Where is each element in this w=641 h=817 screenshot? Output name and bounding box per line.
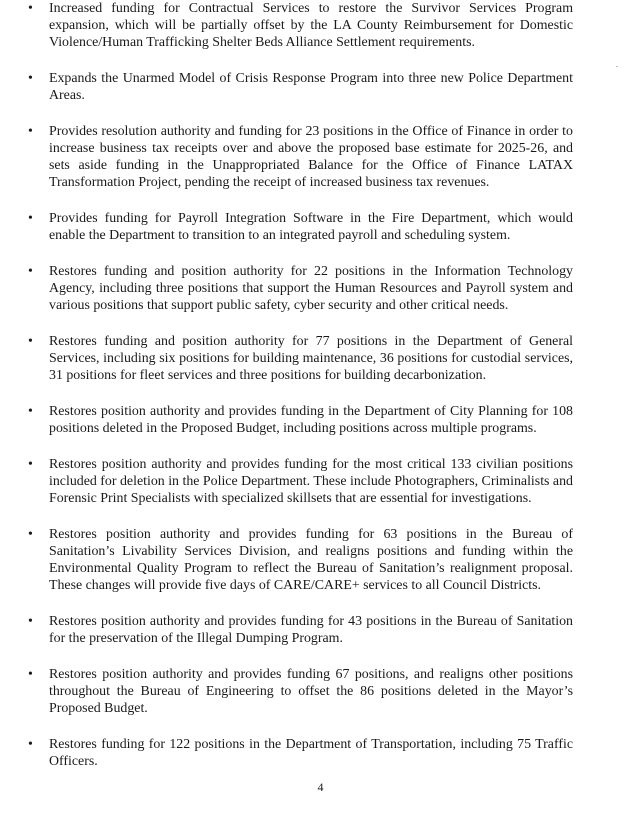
list-item-text: Restores funding and position authority for 77 positions in the Department of General Services, including six positions for building maintenance, 36 positions for custodial services, 31 positions for fleet services and three positions for building decarbonization. [49,334,573,383]
list-item [28,210,573,244]
list-item-text: Provides funding for Payroll Integration Software in the Fire Department, which would enable the Department to transition to an integrated payroll and scheduling system. [49,211,573,243]
bullet-icon: • [28,334,33,349]
bullet-icon: • [28,1,33,16]
bullet-list [28,0,573,789]
bullet-icon: • [28,614,33,629]
bullet-icon: • [28,737,33,752]
bullet-icon: • [28,124,33,139]
list-item-text: Restores funding and position authority for 22 positions in the Information Technology Agency, including three positions that support the Human Resources and Payroll system and various positions that support public safety, cyber security and other critical needs. [49,264,573,313]
list-item [28,613,573,647]
list-item-text: Restores position authority and provides funding for the most critical 133 civilian positions included for deletion in the Police Department. These include Photographers, Criminalists and Forensic Print Specialists with specialized skillsets that are essential for investigations. [49,457,573,506]
list-item-text: Expands the Unarmed Model of Crisis Response Program into three new Police Department Areas. [49,71,573,103]
list-item [28,0,573,51]
list-item-text: Restores position authority and provides funding in the Department of City Planning for 108 positions deleted in the Proposed Budget, including positions across multiple programs. [49,404,573,436]
list-item-text: Restores funding for 122 positions in the Department of Transportation, including 75 Traffic Officers. [49,737,573,769]
page-number: 4 [317,780,324,794]
list-item [28,403,573,437]
list-item [28,456,573,507]
list-item-text: Restores position authority and provides funding for 43 positions in the Bureau of Sanitation for the preservation of the Illegal Dumping Program. [49,614,573,646]
list-item-text: Restores position authority and provides funding 67 positions, and realigns other positions throughout the Bureau of Engineering to offset the 86 positions deleted in the Mayor’s Proposed Budget. [49,667,573,716]
list-item [28,263,573,314]
bullet-icon: • [28,457,33,472]
list-item [28,123,573,191]
bullet-icon: • [28,71,33,86]
list-item [28,70,573,104]
list-item-text: Provides resolution authority and funding for 23 positions in the Office of Finance in order to increase business tax receipts over and above the proposed base estimate for 2025-26, and sets aside funding in the Unappropriated Balance for the Office of Finance LATAX Transformation Project, pending the receipt of increased business tax revenues. [49,124,573,190]
bullet-icon: • [28,264,33,279]
list-item [28,666,573,717]
list-item [28,333,573,384]
bullet-icon: • [28,211,33,226]
bullet-icon: • [28,667,33,682]
list-item-text: Restores position authority and provides funding for 63 positions in the Bureau of Sanitation’s Livability Services Division, and realigns positions and funding within the Environmental Quality Program to reflect the Bureau of Sanitation’s realignment proposal. These changes will provide five days of CARE/CARE+ services to all Council Districts. [49,527,573,593]
list-item [28,526,573,594]
scan-speck [616,66,618,67]
list-item-text: Increased funding for Contractual Services to restore the Survivor Services Program expansion, which will be partially offset by the LA County Reimbursement for Domestic Violence/Human Trafficking Shelter Beds Alliance Settlement requirements. [49,1,573,50]
bullet-icon: • [28,527,33,542]
bullet-icon: • [28,404,33,419]
list-item [28,736,573,770]
